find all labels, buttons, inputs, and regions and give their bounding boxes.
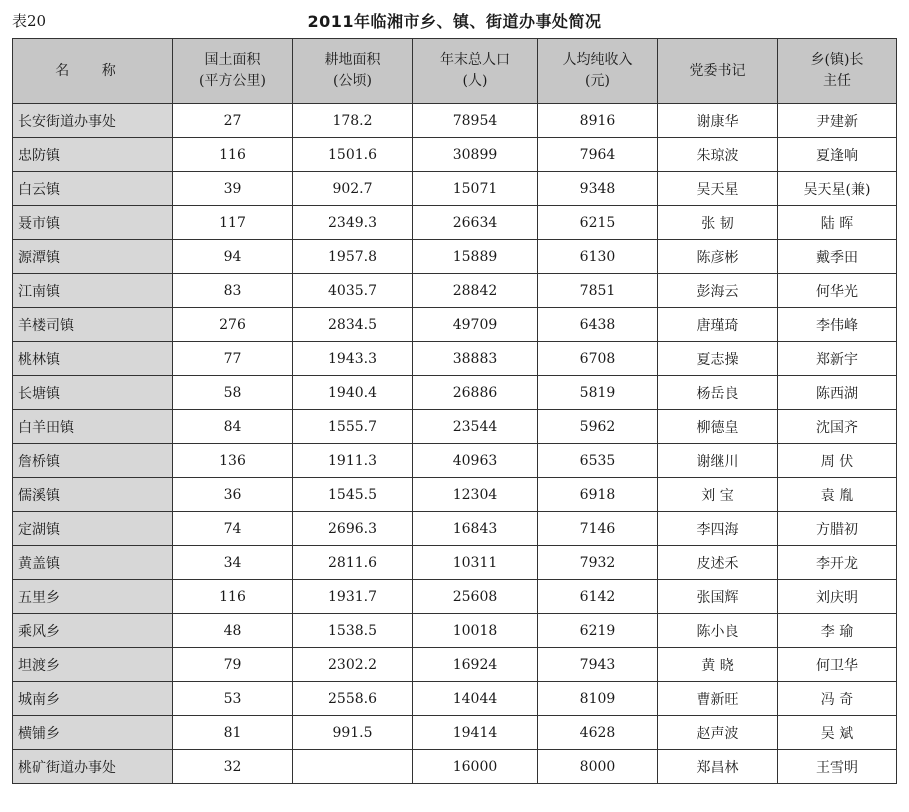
cell-name: 长安街道办事处 [13, 104, 173, 138]
cell-name: 白羊田镇 [13, 410, 173, 444]
cell-farmland: 178.2 [293, 104, 413, 138]
cell-farmland: 2302.2 [293, 648, 413, 682]
cell-population: 49709 [413, 308, 538, 342]
cell-area: 83 [173, 274, 293, 308]
cell-head: 王雪明 [778, 750, 897, 784]
cell-area: 84 [173, 410, 293, 444]
cell-income: 6130 [538, 240, 658, 274]
cell-population: 16924 [413, 648, 538, 682]
cell-secretary: 唐瑾琦 [658, 308, 778, 342]
table-row [13, 376, 897, 410]
cell-secretary: 刘 宝 [658, 478, 778, 512]
table-row [13, 104, 897, 138]
cell-head: 何卫华 [778, 648, 897, 682]
cell-population: 30899 [413, 138, 538, 172]
cell-head: 夏逢响 [778, 138, 897, 172]
cell-area: 36 [173, 478, 293, 512]
header-head-line2: 主任 [823, 73, 851, 89]
cell-name: 城南乡 [13, 682, 173, 716]
cell-name: 黄盖镇 [13, 546, 173, 580]
cell-head: 陈西湖 [778, 376, 897, 410]
cell-income: 6142 [538, 580, 658, 614]
cell-area: 77 [173, 342, 293, 376]
cell-name: 长塘镇 [13, 376, 173, 410]
header-population-line2: (人) [462, 73, 488, 89]
cell-secretary: 黄 晓 [658, 648, 778, 682]
cell-name: 源潭镇 [13, 240, 173, 274]
cell-name: 桃矿街道办事处 [13, 750, 173, 784]
cell-name: 白云镇 [13, 172, 173, 206]
cell-farmland: 1911.3 [293, 444, 413, 478]
cell-income: 6918 [538, 478, 658, 512]
cell-income: 7146 [538, 512, 658, 546]
cell-head: 郑新宇 [778, 342, 897, 376]
cell-head: 李 瑜 [778, 614, 897, 648]
cell-name: 坦渡乡 [13, 648, 173, 682]
cell-area: 94 [173, 240, 293, 274]
cell-head: 沈国齐 [778, 410, 897, 444]
cell-head: 李开龙 [778, 546, 897, 580]
table-row [13, 274, 897, 308]
cell-population: 38883 [413, 342, 538, 376]
cell-income: 4628 [538, 716, 658, 750]
cell-farmland [293, 750, 413, 784]
cell-population: 14044 [413, 682, 538, 716]
cell-area: 39 [173, 172, 293, 206]
cell-income: 6215 [538, 206, 658, 240]
header-land-area-line1: 国土面积 [204, 52, 261, 68]
cell-income: 7932 [538, 546, 658, 580]
cell-population: 15889 [413, 240, 538, 274]
cell-area: 53 [173, 682, 293, 716]
cell-population: 25608 [413, 580, 538, 614]
cell-income: 7851 [538, 274, 658, 308]
header-head-line1: 乡(镇)长 [810, 52, 864, 68]
header-row [13, 39, 897, 104]
header-party-secretary [658, 39, 778, 104]
cell-secretary: 郑昌林 [658, 750, 778, 784]
cell-name: 聂市镇 [13, 206, 173, 240]
cell-income: 8000 [538, 750, 658, 784]
table-row [13, 410, 897, 444]
cell-name: 横铺乡 [13, 716, 173, 750]
cell-population: 40963 [413, 444, 538, 478]
header-income [538, 39, 658, 104]
header-land-area-line2: (平方公里) [199, 73, 266, 89]
cell-area: 27 [173, 104, 293, 138]
cell-farmland: 1545.5 [293, 478, 413, 512]
cell-secretary: 吴天星 [658, 172, 778, 206]
table-body [13, 104, 897, 784]
cell-secretary: 朱琼波 [658, 138, 778, 172]
cell-farmland: 1931.7 [293, 580, 413, 614]
cell-income: 5962 [538, 410, 658, 444]
header-farmland-line2: (公顷) [333, 73, 372, 89]
table-row [13, 682, 897, 716]
cell-area: 117 [173, 206, 293, 240]
cell-farmland: 4035.7 [293, 274, 413, 308]
table-row [13, 716, 897, 750]
cell-head: 何华光 [778, 274, 897, 308]
cell-farmland: 1538.5 [293, 614, 413, 648]
header-population-line1: 年末总人口 [440, 52, 510, 68]
cell-secretary: 谢康华 [658, 104, 778, 138]
cell-farmland: 1957.8 [293, 240, 413, 274]
cell-farmland: 902.7 [293, 172, 413, 206]
cell-farmland: 1943.3 [293, 342, 413, 376]
cell-population: 23544 [413, 410, 538, 444]
cell-population: 28842 [413, 274, 538, 308]
cell-name: 五里乡 [13, 580, 173, 614]
header-farmland-area [293, 39, 413, 104]
cell-secretary: 张国辉 [658, 580, 778, 614]
cell-area: 32 [173, 750, 293, 784]
cell-farmland: 1555.7 [293, 410, 413, 444]
cell-head: 李伟峰 [778, 308, 897, 342]
table-row [13, 342, 897, 376]
cell-population: 19414 [413, 716, 538, 750]
cell-head: 冯 奇 [778, 682, 897, 716]
cell-secretary: 张 韧 [658, 206, 778, 240]
cell-name: 忠防镇 [13, 138, 173, 172]
cell-name: 羊楼司镇 [13, 308, 173, 342]
cell-secretary: 陈彦彬 [658, 240, 778, 274]
cell-income: 6708 [538, 342, 658, 376]
cell-area: 79 [173, 648, 293, 682]
cell-population: 26634 [413, 206, 538, 240]
cell-income: 8916 [538, 104, 658, 138]
cell-head: 尹建新 [778, 104, 897, 138]
cell-income: 5819 [538, 376, 658, 410]
cell-head: 刘庆明 [778, 580, 897, 614]
cell-head: 陆 晖 [778, 206, 897, 240]
cell-secretary: 赵声波 [658, 716, 778, 750]
cell-population: 16000 [413, 750, 538, 784]
cell-secretary: 曹新旺 [658, 682, 778, 716]
cell-area: 74 [173, 512, 293, 546]
cell-farmland: 2696.3 [293, 512, 413, 546]
cell-farmland: 1940.4 [293, 376, 413, 410]
header-name [13, 39, 173, 104]
table-header [13, 39, 897, 104]
header-town-head [778, 39, 897, 104]
header-name-label: 名 称 [55, 62, 130, 79]
cell-income: 8109 [538, 682, 658, 716]
cell-population: 16843 [413, 512, 538, 546]
cell-area: 48 [173, 614, 293, 648]
cell-name: 儒溪镇 [13, 478, 173, 512]
table-row [13, 546, 897, 580]
cell-income: 6535 [538, 444, 658, 478]
header-land-area [173, 39, 293, 104]
cell-name: 江南镇 [13, 274, 173, 308]
table-row [13, 444, 897, 478]
cell-name: 桃林镇 [13, 342, 173, 376]
table-row [13, 308, 897, 342]
document-title: 2011年临湘市乡、镇、街道办事处简况 [307, 12, 602, 31]
cell-farmland: 2834.5 [293, 308, 413, 342]
cell-name: 定湖镇 [13, 512, 173, 546]
cell-population: 12304 [413, 478, 538, 512]
cell-area: 116 [173, 580, 293, 614]
header-income-line2: (元) [585, 73, 610, 89]
cell-secretary: 夏志操 [658, 342, 778, 376]
header-population [413, 39, 538, 104]
cell-area: 136 [173, 444, 293, 478]
cell-name: 乘风乡 [13, 614, 173, 648]
cell-farmland: 1501.6 [293, 138, 413, 172]
cell-secretary: 彭海云 [658, 274, 778, 308]
table-row [13, 138, 897, 172]
cell-income: 7943 [538, 648, 658, 682]
cell-farmland: 2811.6 [293, 546, 413, 580]
cell-secretary: 杨岳良 [658, 376, 778, 410]
cell-head: 戴季田 [778, 240, 897, 274]
township-summary-table [12, 38, 897, 784]
table-row [13, 206, 897, 240]
table-row [13, 614, 897, 648]
cell-secretary: 柳德皇 [658, 410, 778, 444]
header-income-line1: 人均纯收入 [562, 52, 633, 68]
cell-population: 10311 [413, 546, 538, 580]
cell-area: 81 [173, 716, 293, 750]
cell-income: 9348 [538, 172, 658, 206]
header-secretary-line1: 党委书记 [689, 62, 746, 79]
cell-population: 78954 [413, 104, 538, 138]
cell-farmland: 991.5 [293, 716, 413, 750]
cell-area: 276 [173, 308, 293, 342]
cell-population: 26886 [413, 376, 538, 410]
cell-farmland: 2558.6 [293, 682, 413, 716]
cell-area: 58 [173, 376, 293, 410]
cell-area: 116 [173, 138, 293, 172]
cell-secretary: 李四海 [658, 512, 778, 546]
cell-area: 34 [173, 546, 293, 580]
cell-population: 15071 [413, 172, 538, 206]
cell-income: 7964 [538, 138, 658, 172]
table-row [13, 478, 897, 512]
table-row [13, 750, 897, 784]
table-row [13, 648, 897, 682]
cell-secretary: 陈小良 [658, 614, 778, 648]
cell-name: 詹桥镇 [13, 444, 173, 478]
cell-farmland: 2349.3 [293, 206, 413, 240]
cell-secretary: 皮述禾 [658, 546, 778, 580]
cell-head: 袁 胤 [778, 478, 897, 512]
header-farmland-line1: 耕地面积 [324, 52, 381, 68]
table-row [13, 580, 897, 614]
table-row [13, 512, 897, 546]
cell-head: 周 伏 [778, 444, 897, 478]
cell-population: 10018 [413, 614, 538, 648]
cell-head: 方腊初 [778, 512, 897, 546]
table-number-label: 表20 [12, 12, 47, 30]
cell-secretary: 谢继川 [658, 444, 778, 478]
cell-income: 6438 [538, 308, 658, 342]
table-row [13, 172, 897, 206]
table-row [13, 240, 897, 274]
cell-head: 吴天星(兼) [778, 172, 897, 206]
cell-head: 吴 斌 [778, 716, 897, 750]
cell-income: 6219 [538, 614, 658, 648]
